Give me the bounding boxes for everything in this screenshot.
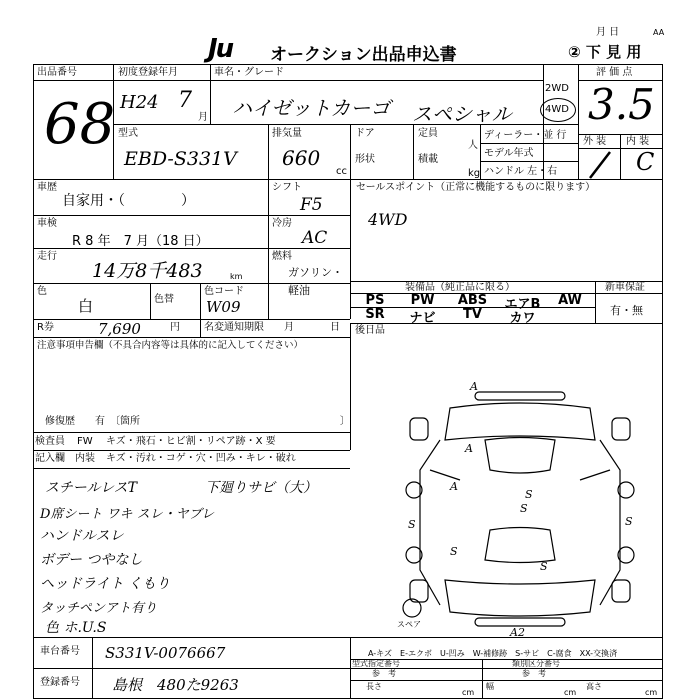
code-label: AA <box>653 28 665 37</box>
fuel-label: 燃料 <box>272 251 292 262</box>
inspection-exp-label: 車検 <box>37 218 57 229</box>
note-side: 下廻りサビ（大） <box>205 480 317 496</box>
shift-value: F5 <box>300 195 323 215</box>
model-value: EBD-S331V <box>124 148 237 170</box>
lot-no-label: 出品番号 <box>37 67 77 78</box>
damage-legend: A-キズ E-エクボ U-凹み W-補修跡 S-サビ C-腐食 XX-交換済 <box>368 649 618 658</box>
shift-label: シフト <box>272 182 302 193</box>
car-name-value: ハイゼットカーゴ <box>232 96 391 120</box>
interior-text: キズ・汚れ・コゲ・穴・凹み・キレ・破れ <box>106 453 296 464</box>
color-code-label: 色コード <box>204 286 244 297</box>
first-reg-label: 初度登録年月 <box>118 67 178 78</box>
note-line-1: スチールレスT <box>45 480 138 496</box>
inspector-label: 検査員 <box>35 436 65 447</box>
height-label: 高さ <box>586 682 602 691</box>
cm-unit-2: cm <box>564 688 577 697</box>
mark-a-front: A <box>470 380 478 393</box>
auction-logo: Ju <box>208 34 233 64</box>
cc-unit: cc <box>336 166 347 177</box>
kg-unit: kg <box>468 168 481 179</box>
person-unit: 人 <box>468 140 478 151</box>
new-warranty-label: 新車保証 <box>605 282 645 293</box>
capacity-label: 定員 <box>418 128 438 139</box>
yen-unit: 円 <box>170 322 180 333</box>
repair-close: 〕 <box>340 416 350 427</box>
recycle-value: 7,690 <box>98 320 141 338</box>
sales-point-label: セールスポイント（正常に機能するものに限ります） <box>356 182 596 193</box>
inspection-copy-label: ② 下 見 用 <box>568 43 642 61</box>
exterior-slash <box>580 148 620 180</box>
mark-a-side: A <box>450 480 458 493</box>
interior-label: 内 装 <box>626 136 650 147</box>
notes-title: 注意事項申告欄（不具合内容等は具体的に記入してください） <box>37 340 304 351</box>
equipment-tv: TV <box>463 307 482 322</box>
mark-a2-rear: A2 <box>510 626 525 639</box>
exterior-grade-value: C <box>636 148 655 176</box>
inspection-exp-value: R 8 年 7 月（18 日） <box>72 234 209 249</box>
handle-label: ハンドル 左・右 <box>484 166 558 177</box>
sales-point-value: 4WD <box>368 210 408 229</box>
note-line-3: ハンドルスレ <box>40 528 124 544</box>
mark-s-1: S <box>525 488 533 501</box>
ref-label-2: 参 考 <box>522 669 546 678</box>
fuel-value: ガソリン・軽油 <box>288 266 343 297</box>
dealer-label: ディーラー・並 行 <box>484 130 567 141</box>
mark-s-6: S <box>540 560 548 573</box>
length-label: 長さ <box>366 682 382 691</box>
rating-score-value: 3.5 <box>588 80 655 129</box>
equipment-aw: AW <box>558 293 582 308</box>
spare-label: スペア <box>397 620 421 629</box>
aircon-label: 冷房 <box>272 218 292 229</box>
equipment-leather: カワ <box>509 311 536 326</box>
rear-seat-label: 後日品 <box>355 325 385 336</box>
shape-label: 形状 <box>355 154 375 165</box>
note-line-6: タッチペンアト有り <box>40 601 158 616</box>
mark-a-left: A <box>465 442 473 455</box>
aircon-value: AC <box>302 228 328 248</box>
equipment-navi: ナビ <box>409 311 436 326</box>
note-line-5: ヘッドライト くもり <box>40 576 171 592</box>
reg-month-value: 7 <box>178 88 192 113</box>
reg-no-value: 島根 480た9263 <box>112 676 239 694</box>
entry-label: 記入欄 <box>35 453 65 464</box>
fw-text: キズ・飛石・ヒビ割・リペア跡・X 要 <box>106 436 276 447</box>
note-line-7: 色 ホ.U.S <box>45 620 107 636</box>
ref-label-1: 参 考 <box>372 669 396 678</box>
drive-4wd-label: 4WD <box>545 104 569 115</box>
model-year-label: モデル年式 <box>484 148 534 159</box>
color-label: 色 <box>37 286 47 297</box>
equipment-ps: PS <box>365 293 385 308</box>
equipment-label: 装備品（純正品に限る） <box>405 282 515 293</box>
displacement-label: 排気量 <box>272 128 302 139</box>
history-value: 自家用・（ ） <box>62 193 195 209</box>
note-line-2: D席シート ワキ スレ・ヤブレ <box>40 507 215 522</box>
recycle-label: R券 <box>37 322 54 333</box>
mark-s-2: S <box>520 502 528 515</box>
form-title: オークション出品申込書 <box>270 45 457 65</box>
exterior-label: 外 装 <box>583 136 607 147</box>
mark-s-4: S <box>625 515 633 528</box>
interior2-label: 内装 <box>75 453 95 464</box>
lot-no-value: 68 <box>44 92 116 157</box>
note-line-4: ボデー つやなし <box>40 552 143 568</box>
equipment-sr: SR <box>365 307 385 322</box>
mark-s-5: S <box>450 545 458 558</box>
cm-unit-1: cm <box>462 688 475 697</box>
cm-unit-3: cm <box>645 688 658 697</box>
color-value: 白 <box>78 297 94 315</box>
color-code-value: W09 <box>206 298 241 316</box>
fw-label: FW <box>77 436 93 447</box>
name-notice-label: 名変通知期限 <box>204 322 264 333</box>
warranty-value: 有・無 <box>610 304 643 317</box>
notice-month: 月 <box>284 322 294 333</box>
type-no-label: 型式指定番号 <box>352 659 400 668</box>
grade-value: スペシャル <box>412 102 512 126</box>
equipment-pw: PW <box>410 293 435 308</box>
car-name-label: 車名・グレード <box>214 67 284 78</box>
mileage-value: 14万8千483 <box>92 260 203 282</box>
class-no-label: 類別区分番号 <box>512 659 560 668</box>
repair-label: 修復歴 有 〔箇所 <box>45 416 140 427</box>
rating-label: 評 価 点 <box>596 67 633 78</box>
notice-day: 日 <box>330 322 340 333</box>
car-damage-diagram <box>380 380 660 640</box>
load-label: 積載 <box>418 154 438 165</box>
chassis-label: 車台番号 <box>40 646 80 657</box>
mark-s-3: S <box>408 518 416 531</box>
reg-month-unit: 月 <box>198 112 208 123</box>
mileage-label: 走行 <box>37 251 57 262</box>
history-label: 車歴 <box>37 182 57 193</box>
reg-no-label: 登録番号 <box>40 677 80 688</box>
displacement-value: 660 <box>282 146 321 170</box>
drive-2wd-label: 2WD <box>545 83 569 94</box>
equipment-abs: ABS <box>457 293 488 308</box>
color-change-label: 色替 <box>154 294 174 305</box>
km-unit: km <box>230 272 243 281</box>
door-label: ドア <box>355 128 375 139</box>
equipment-airbag: エアB <box>504 297 541 312</box>
reg-year-value: H24 <box>120 92 159 113</box>
chassis-value: S331V-0076667 <box>105 644 226 662</box>
model-label: 型式 <box>118 128 138 139</box>
month-day-label: 月 日 <box>596 27 620 38</box>
width-label: 幅 <box>486 682 494 691</box>
drive-4wd-circle <box>540 98 576 122</box>
